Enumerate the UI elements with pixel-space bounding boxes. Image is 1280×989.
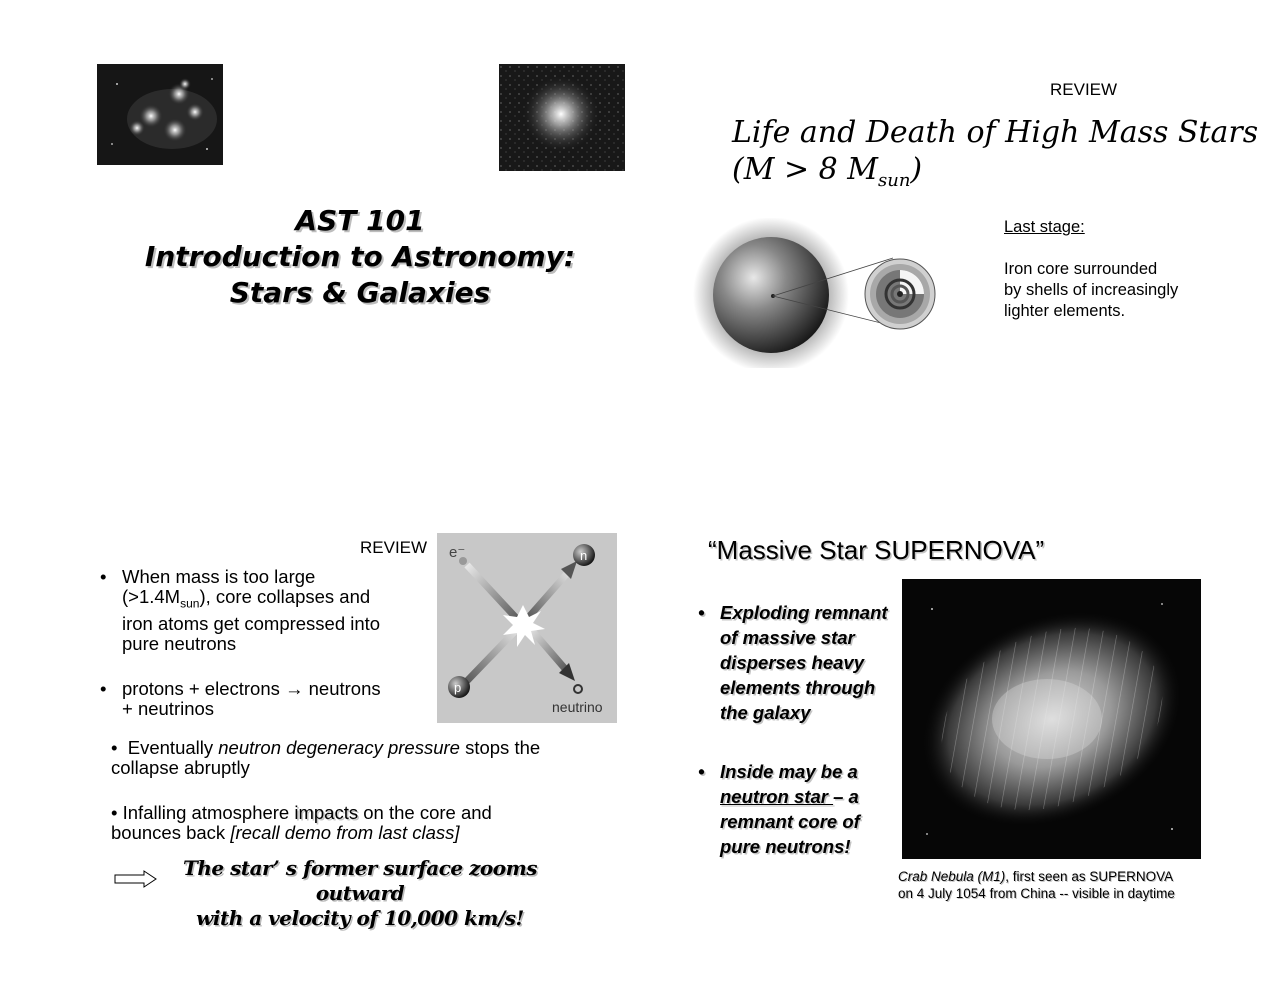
neutron-formation-diagram: [437, 533, 617, 723]
neutron-bullets: [100, 567, 435, 719]
slide2-title-line2: (M > 8 $M_{sun}$): [732, 152, 923, 191]
star-structure-diagram: [693, 218, 943, 368]
bullet-exploding-remnant: • Exploding remnant of massive star disperses heavy elements through the galaxy: [698, 602, 888, 723]
course-title: [110, 203, 610, 311]
last-stage-text: [1004, 217, 1178, 322]
crab-nebula-photo: [902, 579, 1201, 859]
bullet-neutron-star: • Inside may be a neutron star – a remnant core of pure neutrons!: [698, 761, 860, 857]
crab-nebula-caption: Crab Nebula (M1), first seen as SUPERNOVA on 4 July 1054 from China -- visible in daytime: [898, 869, 1175, 901]
bullet-degeneracy-pressure: • Eventually neutron degeneracy pressure stops the collapse abruptly: [111, 737, 541, 778]
proton-label: p: [454, 680, 462, 695]
review-label-bottom: REVIEW: [360, 538, 428, 557]
neutrino-label: neutrino: [552, 699, 603, 715]
course-code: AST 101: [295, 204, 425, 237]
pleiades-photo: [97, 64, 223, 165]
slide2-title: [732, 114, 1258, 199]
last-stage-desc-1: Iron core surrounded: [1004, 260, 1158, 278]
bullet-protons-electrons: • protons + electrons → neutrons + neutrinos: [100, 677, 381, 719]
slide2-title-line1: Life and Death of High Mass Stars: [732, 115, 1259, 150]
electron-label: e⁻: [449, 544, 466, 561]
last-stage-label: Last stage:: [1004, 218, 1085, 236]
supernova-bullets: [698, 600, 898, 859]
impacts-highlight: impacts: [294, 802, 359, 823]
supernova-title: “Massive Star SUPERNOVA”: [708, 535, 1045, 565]
conclusion-line-1: The star’ s former surface zooms outward: [182, 856, 538, 905]
review-label-top: REVIEW: [1050, 80, 1118, 99]
bullet-mass-limit: • When mass is too large $(>1.4M_{sun})$, core collapses and iron atoms get compressed into pure neutrons: [100, 566, 381, 654]
bullet-infalling-atmosphere: • Infalling atmosphere impacts on the core and bounces back [recall demo from last class]: [111, 802, 492, 843]
conclusion-line-2: with a velocity of 10,000 km/s!: [196, 906, 524, 930]
last-stage-desc-2: by shells of increasingly: [1004, 281, 1179, 299]
course-subtitle: Stars & Galaxies: [229, 276, 491, 309]
last-stage-desc-3: lighter elements.: [1004, 302, 1126, 320]
velocity-conclusion: [170, 856, 550, 931]
right-arrow-icon: [114, 870, 158, 888]
course-name: Introduction to Astronomy:: [144, 240, 576, 273]
neutron-label: n: [580, 548, 588, 563]
globular-cluster-photo: [499, 64, 625, 171]
